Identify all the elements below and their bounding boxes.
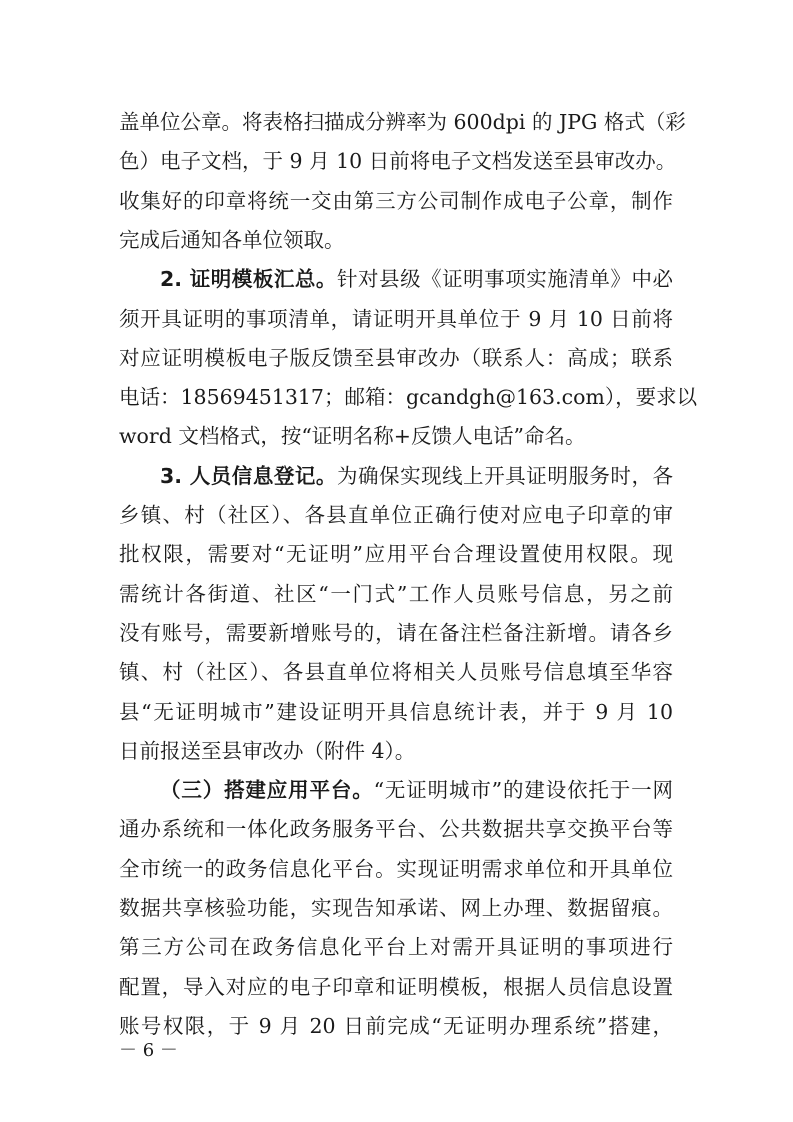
body-line: 账号权限，于 9 月 20 日前完成“无证明办理系统”搭建， (119, 1013, 673, 1038)
body-line: 镇、村（社区）、各县直单位将相关人员账号信息填至华容 (119, 660, 673, 685)
body-line: 须开具证明的事项清单，请证明开具单位于 9 月 10 日前将 (119, 306, 673, 331)
body-line: 对应证明模板电子版反馈至县审改办（联系人：高成；联系 (119, 345, 673, 370)
section-heading-line: 2. 证明模板汇总。针对县级《证明事项实施清单》中必 (160, 267, 673, 292)
body-line: 完成后通知各单位领取。 (119, 227, 345, 252)
page-number: － 6 － (119, 1040, 178, 1061)
section-heading: 3. 人员信息登记。 (160, 463, 337, 488)
body-line: 县“无证明城市”建设证明开具信息统计表，并于 9 月 10 (119, 699, 673, 724)
body-line: 没有账号，需要新增账号的，请在备注栏备注新增。请各乡 (119, 620, 673, 645)
section-heading: （三）搭建应用平台。 (160, 778, 374, 803)
body-line: 日前报送至县审改办（附件 4）。 (119, 738, 416, 763)
body-line: 电话：18569451317；邮箱：gcandgh@163.com），要求以 (119, 385, 698, 410)
body-line: 第三方公司在政务信息化平台上对需开具证明的事项进行 (119, 935, 673, 960)
section-heading-line: 3. 人员信息登记。为确保实现线上开具证明服务时，各 (160, 463, 673, 488)
body-line: word 文档格式，按“证明名称+反馈人电话”命名。 (119, 424, 586, 449)
body-line: 批权限，需要对“无证明”应用平台合理设置使用权限。现 (119, 542, 673, 567)
body-line: 配置，导入对应的电子印章和证明模板，根据人员信息设置 (119, 974, 673, 999)
body-line: 色）电子文档，于 9 月 10 日前将电子文档发送至县审改办。 (119, 149, 677, 174)
body-line: 乡镇、村（社区）、各县直单位正确行使对应电子印章的审 (119, 503, 673, 527)
body-line: 需统计各街道、社区“一门式”工作人员账号信息，另之前 (119, 581, 673, 606)
body-line: 收集好的印章将统一交由第三方公司制作成电子公章，制作 (119, 188, 673, 213)
body-line: 数据共享核验功能，实现告知承诺、网上办理、数据留痕。 (119, 896, 673, 920)
section-heading: 2. 证明模板汇总。 (160, 267, 337, 292)
body-line: 通办系统和一体化政务服务平台、公共数据共享交换平台等 (119, 817, 673, 842)
body-line: 全市统一的政务信息化平台。实现证明需求单位和开具单位 (119, 856, 673, 881)
section-heading-line: （三）搭建应用平台。“无证明城市”的建设依托于一网 (160, 778, 673, 803)
body-line: 盖单位公章。将表格扫描成分辨率为 600dpi 的 JPG 格式（彩 (119, 110, 686, 134)
